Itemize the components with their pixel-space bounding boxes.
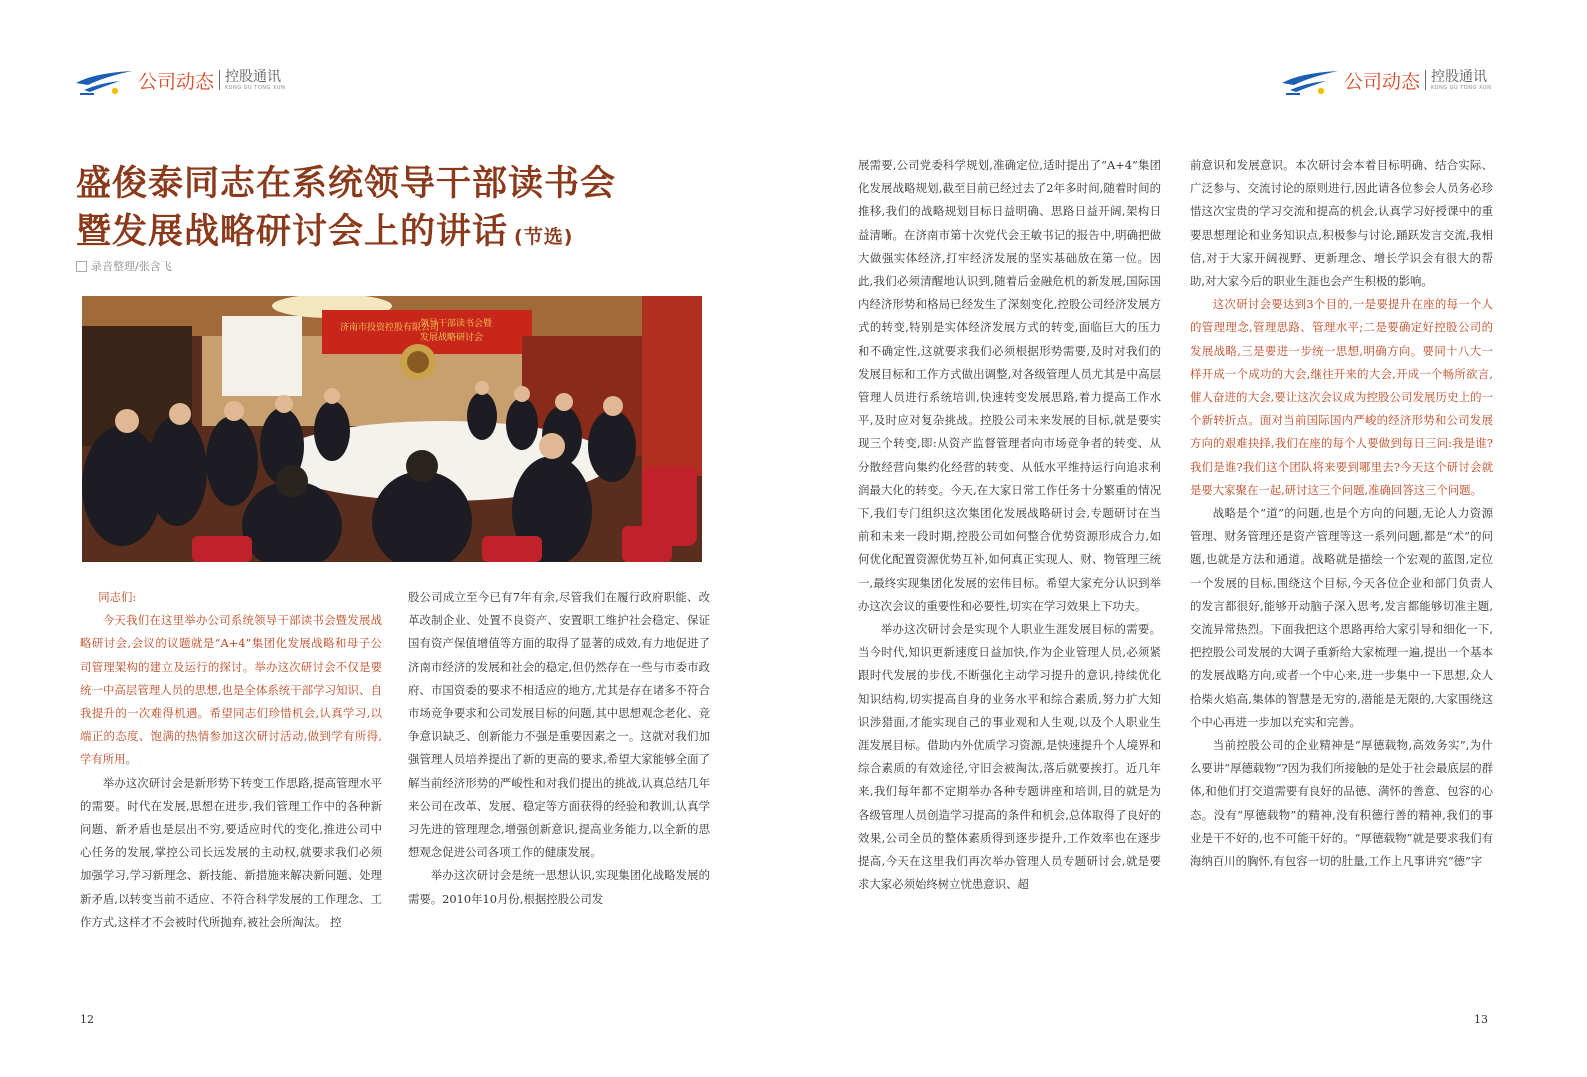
byline-text: 录音整理/张含飞 [91, 260, 172, 273]
section-pinyin: KONG GU TONG XUN [225, 84, 286, 91]
left-column-1 [80, 586, 382, 976]
company-logo [74, 63, 136, 97]
byline-box-icon [76, 261, 87, 272]
paragraph: 这次研讨会要达到3个目的,一是要提升在座的每一个人的管理理念,管理思路、管理水平;二是要确定好控股公司的发展战略,三是要进一步统一思想,明确方向。要同十八大一样开成一个成功的大会,继往开来的大会,开成一个畅所欲言,催人奋进的大会,要让这次会议成为控股公司发展历史上的一个新转折点。面对当前国际国内严峻的经济形势和公司发展方向的艰难抉择,我们在座的每个人要做到每日三问:我是谁?我们是谁?我们这个团队将来要到哪里去?今天这个研讨会就是要大家聚在一起,研讨这三个问题,准确回答这三个问题。 [1190, 297, 1493, 497]
paragraph: 举办这次研讨会是统一思想认识,实现集团化战略发展的需要。2010年10月份,根据控股公司发 [408, 868, 710, 906]
brand-section [225, 70, 285, 91]
byline [76, 258, 172, 274]
paragraph: 战略是个“道”的问题,也是个方向的问题,无论人力资源管理、财务管理还是资产管理等这一系列问题,都是“术”的问题,也就是方法和通道。战略就是描绘一个宏观的蓝图,定位一个发展的目标,围绕这个目标,今天各位企业和部门负责人的发言都很好,能够开动脑子深入思考,发言都能够切准主题,交流异常热烈。下面我把这个思路再给大家引导和细化一下,把控股公司发展的大调子重新给大家梳理一遍,提出一个基本的发展战略方向,或者一个中心来,进一步集中一下思想,众人拾柴火焰高,集体的智慧是无穷的,潜能是无限的,大家围绕这个中心再进一步加以充实和完善。 [1190, 506, 1493, 729]
meeting-photo [82, 296, 702, 562]
brand-name: 公司动态 [1344, 70, 1421, 93]
banner-text-3: 发展战略研讨会 [420, 333, 484, 343]
brand-name: 公司动态 [138, 70, 215, 93]
banner-text-1: 济南市投资控股有限公司 [340, 323, 440, 333]
brand-divider [1425, 70, 1426, 90]
right-column-1 [858, 154, 1161, 986]
paragraph: 股公司成立至今已有7年有余,尽管我们在履行政府职能、改革改制企业、处置不良资产、安置职工维护社会稳定、保证国有资产保值增值等方面的取得了显著的成效,有力地促进了济南市经济的发展和社会的稳定,但仍然存在一些与市委市政府、市国资委的要求不相适应的地方,尤其是存在诸多不符合市场竞争要求和公司发展目标的问题,其中思想观念老化、竞争意识缺乏、创新能力不强是重要因素之一。这就对我们加强管理人员培养提出了新的更高的要求,希望大家能够全面了解当前经济形势的严峻性和对我们提出的挑战,认真总结几年来公司在改革、发展、稳定等方面获得的经验和教训,认真学习先进的管理理念,增强创新意识,提高业务能力,以全新的思想观念促进公司各项工作的健康发展。 [408, 590, 710, 860]
paragraph: 展需要,公司党委科学规划,准确定位,适时提出了“A+4”集团化发展战略规划,截至目前已经过去了2年多时间,随着时间的推移,我们的战略规划目标日益明确、思路日益开阔,架构日益清晰。在济南市第十次党代会王敏书记的报告中,明确把做大做强实体经济,打牢经济发展的坚实基础放在第一位。因此,我们必须清醒地认识到,随着后金融危机的新发展,国际国内经济形势和格局已经发生了深刻变化,控股公司经济发展方式的转变,特别是实体经济发展方式的转变,面临巨大的压力和不确定性,这就要求我们必须根据形势需要,及时对我们的发展目标和工作方式做出调整,对各级管理人员尤其是中高层管理人员进行系统培训,快速转变发展思路,着力提高工作水平,及时应对复杂挑战。控股公司未来发展的目标,就是要实现三个转变,即:从资产监督管理者向市场竞争者的转变、从分散经营向集约化经营的转变、从低水平维持运行向追求利润最大化的转变。今天,在大家日常工作任务十分繁重的情况下,我们专门组织这次集团化发展战略研讨会,专题研讨在当前和未来一段时期,控股公司如何整合优势资源形成合力,如何优化配置资源优势互补,如何真正实现人、财、物管理三统一,最终实现集团化发展的宏伟目标。希望大家充分认识到举办这次会议的重要性和必要性,切实在学习效果上下功夫。 [858, 158, 1161, 613]
section-title: 控股通讯 [225, 68, 282, 85]
right-column-2 [1190, 154, 1493, 986]
title-suffix: (节选) [514, 226, 574, 248]
banner-text-2: 领导干部读书会暨 [420, 319, 493, 329]
page-number-right: 13 [1474, 1013, 1488, 1026]
paragraph: 举办这次研讨会是实现个人职业生涯发展目标的需要。当今时代,知识更新速度日益加快,作为企业管理人员,必须紧跟时代发展的步伐,不断强化主动学习提升的意识,持续优化知识结构,切实提高自身的业务水平和综合素质,努力扩大知识涉猎面,才能实现自己的事业观和人生观,以及个人职业生涯发展目标。借助内外优质学习资源,是快速提升个人境界和综合素质的有效途径,守旧会被淘汰,落后就要挨打。近几年来,我们每年都不定期举办各种专题讲座和培训,目的就是为各级管理人员创造学习提高的条件和机会,总体取得了良好的效果,公司全员的整体素质得到逐步提升,工作效率也在逐步提高,今天在这里我们再次举办管理人员专题研讨会,就是要求大家必须始终树立忧患意识、超 [858, 622, 1161, 892]
section-pinyin: KONG GU TONG XUN [1431, 84, 1492, 91]
brand-section [1431, 70, 1491, 91]
paragraph: 前意识和发展意识。本次研讨会本着目标明确、结合实际、广泛参与、交流讨论的原则进行,因此请各位参会人员务必珍惜这次宝贵的学习交流和提高的机会,认真学习好授课中的重要思想理论和业务知识点,积极参与讨论,踊跃发言交流,我相信,对于大家开阔视野、更新理念、增长学识会有很大的帮助,对大家今后的职业生涯也会产生积极的影响。 [1190, 158, 1493, 289]
left-page [0, 0, 793, 1077]
header-brand-right [1280, 62, 1491, 98]
page-number-left: 12 [80, 1013, 94, 1026]
section-title: 控股通讯 [1431, 68, 1488, 85]
right-page [794, 0, 1587, 1077]
paragraph: 举办这次研讨会是新形势下转变工作思路,提高管理水平的需要。时代在发展,思想在进步,我们管理工作中的各种新问题、新矛盾也是层出不穷,要适应时代的变化,推进公司中心任务的发展,掌控公司长远发展的主动权,就要求我们必须加强学习,学习新理念、新技能、新措施来解决新问题、处理新矛盾,以转变当前不适应、不符合科学发展的工作理念、工作方式,这样才不会被时代所抛弃,被社会所淘汰。 控 [80, 775, 382, 929]
brand-divider [219, 70, 220, 90]
paragraph: 当前控股公司的企业精神是“厚德载物,高效务实”,为什么要讲“厚德载物”?因为我们所接触的是处于社会最底层的群体,和他们打交道需要有良好的品德、满怀的善意、包容的心态。没有“厚德载物”的精神,没有积德行善的精神,我们的事业是干不好的,也不可能干好的。“厚德载物”就是要求我们有海纳百川的胸怀,有包容一切的肚量,工作上凡事讲究“德”字 [1190, 738, 1493, 869]
greeting: 同志们: [98, 590, 137, 604]
article-title [76, 160, 676, 261]
title-line-2: 暨发展战略研讨会上的讲话 [76, 212, 509, 252]
header-brand-left [74, 62, 285, 98]
company-logo [1280, 63, 1342, 97]
paragraph: 今天我们在这里举办公司系统领导干部读书会暨发展战略研讨会,会议的议题就是“A+4”集团化发展战略和母子公司管理架构的建立及运行的探讨。举办这次研讨会不仅是要统一中高层管理人员的思想,也是全体系统干部学习知识、自我提升的一次难得机遇。希望同志们珍惜机会,认真学习,以端正的态度、饱满的热情参加这次研讨活动,做到学有所得,学有所用。 [80, 613, 382, 767]
left-column-2 [408, 586, 710, 976]
title-line-1: 盛俊泰同志在系统领导干部读书会 [76, 164, 617, 204]
